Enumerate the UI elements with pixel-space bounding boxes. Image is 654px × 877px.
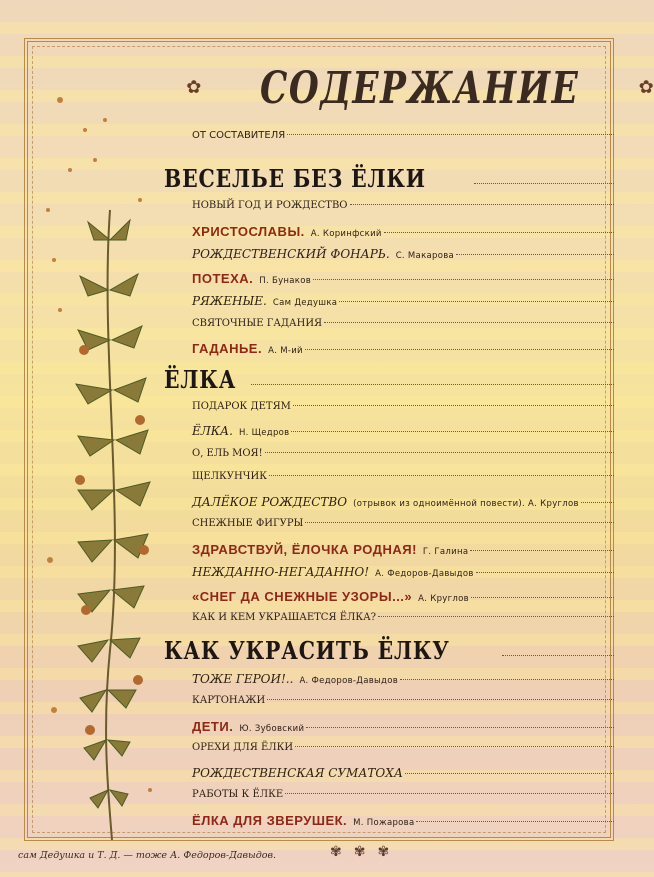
leader-dots — [293, 405, 614, 406]
toc-entry[interactable] — [192, 424, 614, 448]
toc-entry-title: КАРТОНАЖИ — [192, 695, 266, 706]
toc-entry-author: С. Макарова — [395, 251, 455, 261]
toc-entry-intro[interactable] — [192, 126, 614, 164]
leader-dots — [474, 183, 614, 184]
toc-entry[interactable] — [192, 542, 614, 566]
toc-entry-author: Сам Дедушка — [272, 298, 338, 308]
flower-ornament-icon: ✾ — [353, 844, 366, 860]
toc-entry-title: ОРЕХИ ДЛЯ ЁЛКИ — [192, 742, 294, 753]
leader-dots — [285, 793, 614, 794]
toc-entry-title: О, ЕЛЬ МОЯ! — [192, 447, 263, 459]
leader-dots — [305, 349, 614, 350]
leader-dots — [269, 475, 614, 476]
leader-dots — [324, 322, 614, 323]
leader-dots — [291, 431, 614, 432]
leader-dots — [339, 301, 614, 302]
toc-entry-author: А. Круглов — [418, 593, 469, 604]
footer-ornaments — [330, 844, 389, 860]
toc-entry-title: РАБОТЫ К ЁЛКЕ — [192, 789, 284, 800]
leader-dots — [287, 134, 614, 135]
leader-dots — [456, 254, 614, 255]
leader-dots — [251, 384, 614, 385]
snowflake-ornament-icon: ✿ — [638, 77, 654, 98]
toc-entry[interactable] — [192, 565, 614, 589]
toc-entry-author: (отрывок из одноимённой повести). А. Круглов — [353, 498, 579, 509]
flower-ornament-icon: ✾ — [330, 844, 342, 860]
toc-section-heading[interactable] — [164, 365, 614, 401]
toc-entry[interactable] — [192, 294, 614, 318]
toc-entry[interactable] — [192, 471, 614, 495]
leader-dots — [581, 502, 614, 503]
toc-entry[interactable] — [192, 766, 614, 790]
leader-dots — [384, 232, 614, 233]
toc-entry-title: ЁЛКА. — [192, 424, 233, 438]
toc-entry-author: А. Федоров-Давыдов — [375, 569, 474, 579]
toc-entry[interactable] — [192, 742, 614, 766]
toc-entry[interactable] — [192, 247, 614, 271]
toc-entry-title: ТОЖЕ ГЕРОИ!.. — [192, 671, 294, 686]
leader-dots — [305, 522, 614, 523]
leader-dots — [313, 279, 614, 280]
toc-entry-title: ГАДАНЬЕ. — [192, 341, 263, 356]
toc-entry-author: А. Коринфский — [310, 228, 382, 239]
footer-note: сам Дедушка и Т. Д. — тоже А. Федоров-Давыдов. — [18, 850, 277, 861]
toc-entry[interactable] — [192, 271, 614, 295]
leader-dots — [378, 616, 614, 617]
toc-entry[interactable] — [192, 318, 614, 342]
toc-entry[interactable] — [192, 341, 614, 365]
section-title: ВЕСЕЛЬЕ БЕЗ ЁЛКИ — [164, 164, 426, 193]
toc-section-heading[interactable] — [164, 636, 614, 672]
leader-dots — [470, 550, 614, 551]
toc-entry[interactable] — [192, 224, 614, 248]
toc-entry-author: Г. Галина — [422, 546, 469, 557]
leader-dots — [400, 679, 614, 680]
page-title: СОДЕРЖАНИЕ — [260, 62, 580, 114]
toc-entry[interactable] — [192, 719, 614, 743]
toc-entry[interactable] — [192, 695, 614, 719]
toc-entry-author: Ю. Зубовский — [239, 723, 305, 734]
toc-entry-title: РОЖДЕСТВЕНСКАЯ СУМАТОХА — [192, 765, 403, 780]
snowflake-ornament-icon: ✿ — [186, 77, 202, 98]
leader-dots — [265, 452, 614, 453]
toc-entry[interactable] — [192, 401, 614, 425]
toc-entry[interactable] — [192, 789, 614, 813]
toc-section-heading[interactable] — [164, 164, 614, 200]
flower-ornament-icon: ✾ — [377, 844, 390, 860]
toc-entry-author: П. Бунаков — [259, 275, 312, 286]
leader-dots — [476, 572, 614, 573]
section-title: ЁЛКА — [164, 364, 237, 394]
toc-entry[interactable] — [192, 672, 614, 696]
toc-entry[interactable] — [192, 495, 614, 519]
toc-entry-title: ЗДРАВСТВУЙ, ЁЛОЧКА РОДНАЯ! — [192, 541, 417, 557]
toc-entry[interactable] — [192, 518, 614, 542]
toc-entry[interactable] — [192, 200, 614, 224]
toc-entry-title: СНЕЖНЫЕ ФИГУРЫ — [192, 518, 304, 529]
leader-dots — [295, 746, 614, 747]
toc-entry-title: ДЕТИ. — [192, 718, 234, 734]
toc-entry-title: КАК И КЕМ УКРАШАЕТСЯ ЁЛКА? — [192, 612, 377, 623]
section-title: КАК УКРАСИТЬ ЁЛКУ — [164, 635, 450, 665]
toc-sections — [164, 164, 614, 836]
leader-dots — [405, 773, 614, 774]
title-bar — [186, 58, 654, 118]
leader-dots — [306, 727, 614, 728]
toc-entry-title: ДАЛЁКОЕ РОЖДЕСТВО — [192, 494, 348, 509]
toc-entry-title: ХРИСТОСЛАВЫ. — [192, 223, 305, 239]
fern-branch-illustration — [40, 90, 170, 850]
toc-entry-title: НЕЖДАННО-НЕГАДАННО! — [192, 565, 370, 579]
toc-entry-title: ЩЕЛКУНЧИК — [192, 471, 267, 482]
leader-dots — [502, 655, 614, 656]
toc-entry-author: А. Федоров-Давыдов — [299, 675, 399, 686]
leader-dots — [267, 699, 614, 700]
leader-dots — [416, 821, 614, 822]
toc-entry-author: Н. Щедров — [238, 428, 290, 438]
toc-entry-title: ОТ СОСТАВИТЕЛЯ — [192, 130, 286, 141]
toc-entry-title: СВЯТОЧНЫЕ ГАДАНИЯ — [192, 317, 323, 329]
toc-entry-title: РЯЖЕНЫЕ. — [192, 294, 267, 308]
toc-entry-author: А. М-ий — [268, 346, 303, 356]
toc-entry-title: «СНЕГ ДА СНЕЖНЫЕ УЗОРЫ...» — [192, 588, 413, 604]
toc-entry-title: РОЖДЕСТВЕНСКИЙ ФОНАРЬ. — [192, 247, 390, 261]
toc-entry-title: ЁЛКА ДЛЯ ЗВЕРУШЕК. — [192, 812, 348, 828]
toc-entry[interactable] — [192, 448, 614, 472]
leader-dots — [350, 204, 615, 205]
toc-entry-title: ПОТЕХА. — [192, 270, 254, 286]
toc-entry-title: ПОДАРОК ДЕТЯМ — [192, 400, 291, 412]
toc-entry-title: НОВЫЙ ГОД И РОЖДЕСТВО — [192, 200, 348, 211]
toc-entry[interactable] — [192, 813, 614, 837]
toc-entry-author: М. Пожарова — [353, 817, 415, 828]
leader-dots — [471, 597, 614, 598]
toc-entry[interactable] — [192, 589, 614, 613]
toc-entry[interactable] — [192, 612, 614, 636]
table-of-contents — [164, 126, 614, 836]
